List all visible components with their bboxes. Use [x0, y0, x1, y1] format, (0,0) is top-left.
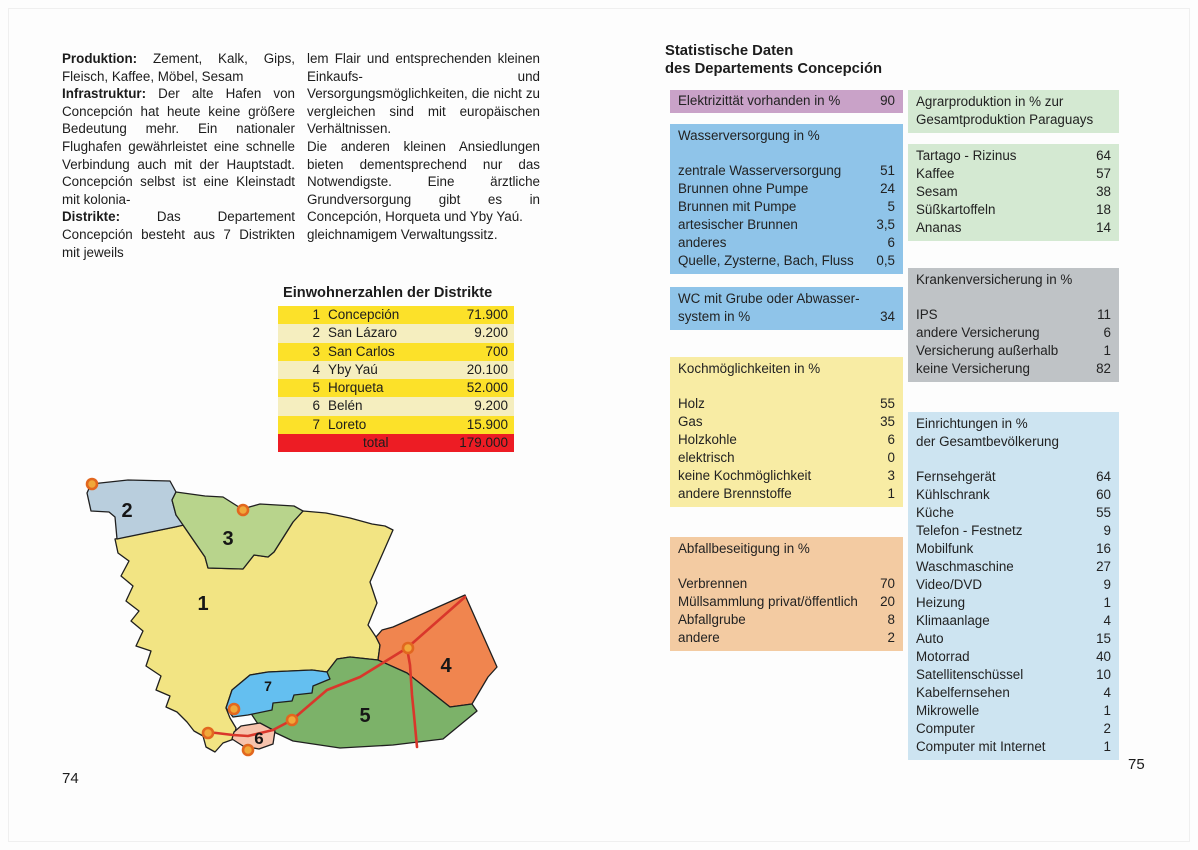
table-row	[278, 416, 514, 434]
stat-value: 14	[1096, 220, 1111, 235]
stat-value: 82	[1096, 361, 1111, 376]
town-dot-6	[287, 715, 297, 725]
stat-row	[678, 216, 895, 234]
stat-label: Fernsehgerät	[916, 469, 996, 484]
insurance-block	[908, 268, 1119, 382]
page-number-right: 75	[1128, 756, 1145, 773]
stat-row	[678, 162, 895, 180]
district-name: Concepción	[328, 307, 400, 322]
stat-value: 35	[880, 414, 895, 429]
stat-label: artesischer Brunnen	[678, 217, 798, 232]
table-row	[278, 343, 514, 361]
stat-label: Computer	[916, 721, 975, 736]
stat-rows	[678, 162, 895, 270]
electricity-block	[670, 90, 903, 113]
stat-label: Computer mit Internet	[916, 739, 1046, 754]
stat-row	[916, 147, 1111, 165]
cooking-block	[670, 357, 903, 507]
stat-value: 1	[1103, 703, 1111, 718]
distrikte-label: Distrikte:	[62, 209, 121, 225]
district-number: 1	[312, 307, 320, 322]
produktion-text: Zement, Kalk, Gips, Fleisch, Kaffee, Möbel, Sesam	[62, 51, 295, 84]
stat-row	[916, 324, 1111, 342]
district-table-title: Einwohnerzahlen der Distrikte	[283, 285, 493, 301]
stat-rows	[916, 468, 1111, 756]
stat-value: 1	[887, 486, 895, 501]
district-population-table	[278, 306, 514, 434]
district-label-3: 3	[222, 528, 234, 550]
stat-row	[678, 234, 895, 252]
stat-label: Auto	[916, 631, 944, 646]
stat-row	[916, 342, 1111, 360]
district-label-1: 1	[197, 593, 209, 615]
agrar-header-line1: Agrarproduktion in % zur	[916, 94, 1064, 109]
stat-row	[916, 648, 1111, 666]
stat-row	[916, 486, 1111, 504]
left-text-column-2	[307, 50, 540, 244]
stat-value: 64	[1096, 148, 1111, 163]
wc-row	[678, 308, 895, 326]
stat-label: Holzkohle	[678, 432, 737, 447]
stat-row	[916, 504, 1111, 522]
district-label-4: 4	[440, 655, 452, 677]
district-population: 15.900	[466, 416, 508, 432]
stat-label: Brunnen ohne Pumpe	[678, 181, 809, 196]
stat-row	[916, 666, 1111, 684]
stat-label: Quelle, Zysterne, Bach, Fluss	[678, 253, 854, 268]
stat-label: Verbrennen	[678, 576, 748, 591]
stat-row	[916, 306, 1111, 324]
stat-value: 40	[1096, 649, 1111, 664]
stat-label: Heizung	[916, 595, 966, 610]
paragraph-ansiedlungen: Die anderen kleinen Ansiedlungen bieten dementsprechend nur das Notwendigste. Eine ärztliche Grundversorgung gibt es in Concepción, Horqueta und Yby Yaú.	[307, 138, 540, 225]
stat-label: Tartago - Rizinus	[916, 148, 1017, 163]
electricity-row	[678, 92, 895, 110]
district-population: 20.100	[466, 361, 508, 377]
table-row	[278, 361, 514, 379]
block-header: Wasserversorgung in %	[678, 128, 820, 143]
amenities-header-line1: Einrichtungen in %	[916, 416, 1028, 431]
stat-value: 64	[1096, 469, 1111, 484]
paragraph-verwaltungssitz: gleichnamigem Verwaltungssitz.	[307, 226, 498, 242]
stat-row	[678, 252, 895, 270]
stat-value: 24	[880, 181, 895, 196]
total-value: 179.000	[459, 435, 508, 450]
stat-row	[916, 540, 1111, 558]
stat-row	[678, 180, 895, 198]
district-number: 7	[312, 416, 320, 432]
district-name: Yby Yaú	[328, 361, 378, 377]
district-population: 52.000	[466, 380, 508, 396]
paragraph-distrikte	[62, 208, 295, 261]
stat-label: Video/DVD	[916, 577, 982, 592]
stat-value: 9	[1103, 523, 1111, 538]
stat-value: 15	[1096, 631, 1111, 646]
paragraph-flair: lem Flair und entsprechenden kleinen Einkaufs- und Versorgungsmöglichkeiten, die nicht zu vergleichen sind mit europäischen Verhältnissen.	[307, 51, 540, 137]
stat-value: 55	[1096, 505, 1111, 520]
stat-row	[916, 468, 1111, 486]
infrastruktur-label: Infrastruktur:	[62, 86, 147, 102]
district-name: Horqueta	[328, 380, 384, 396]
stat-label: Brunnen mit Pumpe	[678, 199, 797, 214]
stat-row	[678, 449, 895, 467]
paragraph-produktion	[62, 50, 295, 85]
stat-value: 1	[1103, 343, 1111, 358]
stat-label: Waschmaschine	[916, 559, 1014, 574]
wc-block	[670, 287, 903, 330]
district-population: 9.200	[474, 398, 508, 414]
district-population: 700	[485, 343, 508, 359]
wc-label-line2: system in %	[678, 309, 751, 324]
stat-row	[678, 593, 895, 611]
stat-label: andere Brennstoffe	[678, 486, 792, 501]
stat-label: IPS	[916, 307, 938, 322]
stat-row	[678, 198, 895, 216]
agrar-data-block	[908, 144, 1119, 241]
stat-row	[678, 629, 895, 647]
district-number: 5	[312, 380, 320, 396]
table-row	[278, 379, 514, 397]
total-label: total	[363, 435, 389, 450]
district-number: 6	[312, 398, 320, 414]
title-line-1: Statistische Daten	[665, 43, 794, 59]
agrar-header-block	[908, 90, 1119, 133]
district-table-total	[278, 434, 514, 452]
stat-label: Mikrowelle	[916, 703, 980, 718]
stat-row	[916, 684, 1111, 702]
stat-label: Versicherung außerhalb	[916, 343, 1059, 358]
stat-value: 2	[887, 630, 895, 645]
stat-row	[916, 630, 1111, 648]
stat-value: 34	[880, 309, 895, 324]
stat-label: Motorrad	[916, 649, 970, 664]
left-text-column-1	[62, 50, 295, 261]
stat-value: 0	[887, 450, 895, 465]
wc-label-line1: WC mit Grube oder Abwasser-	[678, 291, 860, 306]
stat-row	[678, 611, 895, 629]
stat-row	[916, 720, 1111, 738]
district-label-2: 2	[121, 500, 133, 522]
waste-block	[670, 537, 903, 651]
town-dot-3	[403, 643, 413, 653]
stat-label: Mobilfunk	[916, 541, 974, 556]
stat-row	[916, 219, 1111, 237]
stat-label: Müllsammlung privat/öffentlich	[678, 594, 858, 609]
stat-row	[678, 467, 895, 485]
stat-value: 38	[1096, 184, 1111, 199]
stat-value: 6	[887, 432, 895, 447]
district-population: 71.900	[466, 307, 508, 322]
paragraph-infrastruktur	[62, 85, 295, 208]
district-map	[60, 460, 540, 790]
produktion-label: Produktion:	[62, 51, 138, 66]
stat-label: Telefon - Festnetz	[916, 523, 1023, 538]
stat-row	[916, 612, 1111, 630]
district-number: 2	[312, 325, 320, 341]
stat-label: zentrale Wasserversorgung	[678, 163, 842, 178]
stat-row	[678, 485, 895, 503]
town-dot-4	[229, 704, 239, 714]
stat-label: andere	[678, 630, 720, 645]
stat-value: 55	[880, 396, 895, 411]
stat-row	[678, 575, 895, 593]
block-header: Krankenversicherung in %	[916, 272, 1073, 287]
stat-label: keine Versicherung	[916, 361, 1030, 376]
district-name: San Carlos	[328, 343, 395, 359]
stat-label: Elektrizittät vorhanden in %	[678, 93, 841, 108]
stat-row	[916, 558, 1111, 576]
stat-label: Küche	[916, 505, 954, 520]
district-number: 4	[312, 361, 320, 377]
stat-value: 5	[887, 199, 895, 214]
stat-label: Kühlschrank	[916, 487, 990, 502]
title-line-2: des Departements Concepción	[665, 61, 883, 77]
town-dot-5	[203, 728, 213, 738]
stat-value: 2	[1103, 721, 1111, 736]
stat-value: 16	[1096, 541, 1111, 556]
district-population: 9.200	[474, 325, 508, 341]
stat-label: Kabelfernsehen	[916, 685, 1010, 700]
stat-value: 4	[1103, 685, 1111, 700]
stat-row	[916, 594, 1111, 612]
district-label-7: 7	[264, 678, 272, 694]
stat-rows	[916, 306, 1111, 378]
stat-value: 6	[1103, 325, 1111, 340]
stat-label: andere Versicherung	[916, 325, 1040, 340]
table-row	[278, 306, 514, 324]
stat-value: 9	[1103, 577, 1111, 592]
table-row	[278, 397, 514, 415]
stat-row	[916, 738, 1111, 756]
stat-row	[916, 522, 1111, 540]
block-header: Kochmöglichkeiten in %	[678, 361, 821, 376]
stat-row	[678, 395, 895, 413]
distrikte-text: Das Departement Concepción besteht aus 7 Distrikten mit jeweils	[62, 209, 295, 260]
stat-label: keine Kochmöglichkeit	[678, 468, 812, 483]
stat-row	[916, 165, 1111, 183]
stat-row	[916, 360, 1111, 378]
water-supply-block	[670, 124, 903, 274]
stat-label: Holz	[678, 396, 705, 411]
stat-value: 60	[1096, 487, 1111, 502]
stat-row	[916, 576, 1111, 594]
town-dot-1	[87, 479, 97, 489]
stat-value: 0,5	[876, 253, 895, 268]
stat-value: 51	[880, 163, 895, 178]
amenities-header-line2: der Gesamtbevölkerung	[916, 434, 1059, 449]
stat-row	[678, 413, 895, 431]
stat-label: Kaffee	[916, 166, 955, 181]
stat-row	[916, 183, 1111, 201]
district-name: San Lázaro	[328, 325, 398, 341]
district-number: 3	[312, 343, 320, 359]
stat-label: Süßkartoffeln	[916, 202, 996, 217]
amenities-block	[908, 412, 1119, 760]
stat-value: 20	[880, 594, 895, 609]
infrastruktur-text: Der alte Hafen von Concepción hat heute keine größere Bedeutung mehr. Ein nationaler Flughafen gewährleistet eine schnelle Verbindung auch mit der Hauptstadt. Concepción selbst ist eine Kleinstadt mit kolonia-	[62, 86, 295, 207]
stat-value: 70	[880, 576, 895, 591]
stat-value: 4	[1103, 613, 1111, 628]
stat-value: 10	[1096, 667, 1111, 682]
block-header: Abfallbeseitigung in %	[678, 541, 810, 556]
stat-label: Klimaanlage	[916, 613, 990, 628]
stat-value: 90	[880, 93, 895, 108]
agrar-header-line2: Gesamtproduktion Paraguays	[916, 112, 1094, 127]
table-total-row	[278, 434, 514, 452]
stat-label: elektrisch	[678, 450, 735, 465]
stat-label: Satellitenschüssel	[916, 667, 1024, 682]
stat-label: Gas	[678, 414, 703, 429]
district-label-6: 6	[254, 729, 264, 748]
stat-label: Sesam	[916, 184, 958, 199]
stat-value: 57	[1096, 166, 1111, 181]
stat-rows	[916, 147, 1111, 237]
stat-value: 18	[1096, 202, 1111, 217]
stat-value: 6	[887, 235, 895, 250]
stat-row	[916, 702, 1111, 720]
stat-label: Ananas	[916, 220, 962, 235]
stat-label: Abfallgrube	[678, 612, 746, 627]
page-number-left: 74	[62, 770, 79, 787]
stat-value: 1	[1103, 595, 1111, 610]
stat-value: 1	[1103, 739, 1111, 754]
district-name: Loreto	[328, 416, 367, 432]
district-name: Belén	[328, 398, 363, 414]
stat-label: anderes	[678, 235, 727, 250]
table-row	[278, 324, 514, 342]
town-dot-2	[238, 505, 248, 515]
stat-rows	[678, 395, 895, 503]
stat-row	[678, 431, 895, 449]
stat-value: 11	[1097, 307, 1111, 322]
stat-value: 8	[887, 612, 895, 627]
stat-value: 3	[887, 468, 895, 483]
right-page-title	[665, 42, 882, 78]
stat-row	[916, 201, 1111, 219]
stat-value: 27	[1096, 559, 1111, 574]
stat-value: 3,5	[876, 217, 895, 232]
district-label-5: 5	[359, 705, 371, 727]
town-dot-7	[243, 745, 253, 755]
stat-rows	[678, 575, 895, 647]
district-map-svg	[60, 460, 540, 790]
